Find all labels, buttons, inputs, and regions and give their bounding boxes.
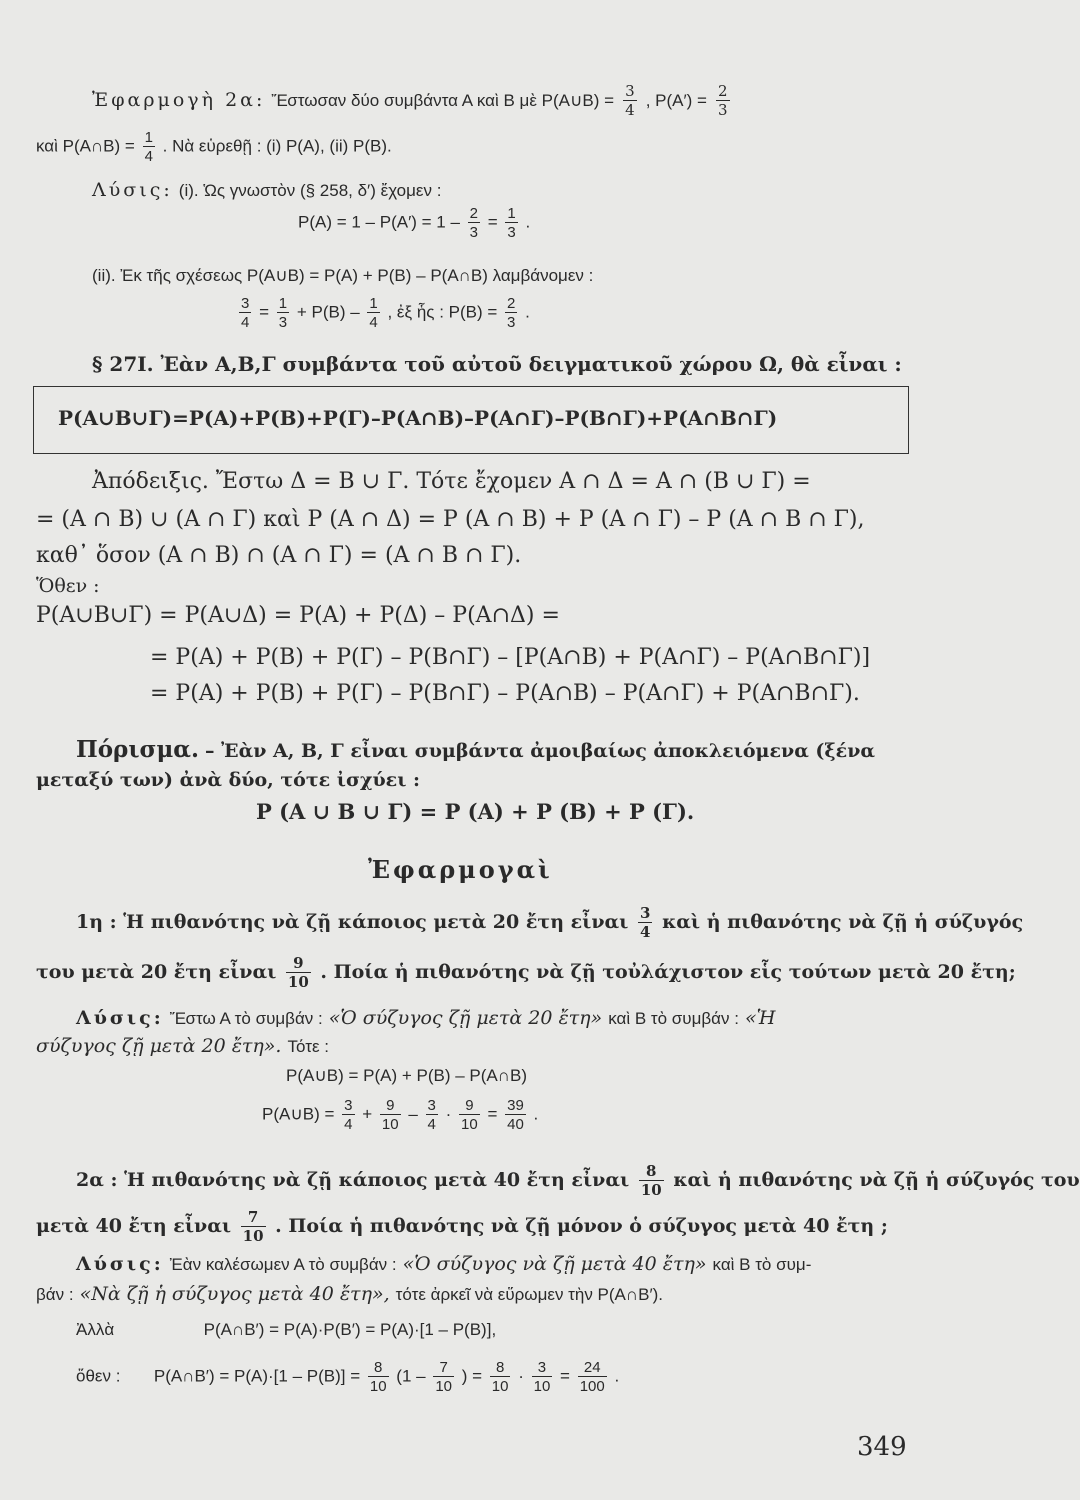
proof-line-3: καθ᾽ ὅσον (Α ∩ Β) ∩ (Α ∩ Γ) = (Α ∩ Β ∩ Γ). (36, 543, 522, 568)
proof-line-2: = (Α ∩ Β) ∪ (Α ∩ Γ) καὶ P (Α ∩ Δ) = P (Α ∩ Β) + P (Α ∩ Γ) – P (Α ∩ Β ∩ Γ), (36, 507, 865, 532)
proof-line-4: Ὅθεν : (36, 575, 100, 597)
proof-line-5: P(A∪B∪Γ) = P(A∪Δ) = P(A) + P(Δ) – P(A∩Δ) = (36, 603, 560, 628)
app1-solution-line2: σύζυγος ζῇ μετὰ 20 ἔτη». Τότε : (36, 1035, 329, 1057)
app1-eq2: P(A∪B) = $\frac{3}{4}$ + $\frac{9}{10}$ – $\frac{3}{4}$ · $\frac{9}{10}$ = $\frac{39}{40}$ . (262, 1097, 539, 1133)
app2a-line1: Ἐφαρμογὴ 2α: Ἔστωσαν δύο συμβάντα Α καὶ Β μὲ P(A∪B) = $\frac{3}{4}$ , P(A′) = $\frac{2}{3}$ (92, 82, 728, 119)
app2a-heading: Ἐφαρμογὴ 2α: (92, 89, 266, 111)
corollary-label: Πόρισμα. (76, 736, 199, 763)
applications-title: Ἐφαρμογαὶ (368, 855, 553, 884)
app1-line1: 1η : Ἡ πιθανότης νὰ ζῇ κάποιος μετὰ 20 ἔτη εἶναι $\frac{3}{4}$ καὶ ἡ πιθανότης νὰ ζῇ ἡ σύζυγός (76, 904, 1024, 941)
proof-line-7: = P(A) + P(B) + P(Γ) – P(B∩Γ) – P(A∩B) – P(A∩Γ) + P(A∩B∩Γ). (150, 681, 860, 706)
app2-solution-line1: Λύσις: Ἐὰν καλέσωμεν Α τὸ συμβάν : «Ὁ σύζυγος νὰ ζῇ μετὰ 40 ἔτη» καὶ Β τὸ συμ- (76, 1253, 812, 1275)
fraction: $\frac{2}{3}$ (718, 82, 728, 119)
app2a-eq1: P(A) = 1 – P(A′) = 1 – $\frac{2}{3}$ = $\frac{1}{3}$ . (298, 205, 531, 241)
app1-eq1: P(A∪B) = P(A) + P(B) – P(A∩B) (286, 1066, 527, 1085)
app2-alla-line: Ἀλλὰ P(A∩B′) = P(A)·P(B′) = P(A)·[1 – P(B)], (76, 1320, 497, 1339)
fraction: $\frac{3}{4}$ (625, 82, 635, 119)
app2a-solution-i: Λύσις: (i). Ὡς γνωστὸν (§ 258, δ′) ἔχομεν : (92, 179, 442, 201)
section-271-title: § 27Ι. Ἐὰν Α,Β,Γ συμβάντα τοῦ αὐτοῦ δειγματικοῦ χώρου Ω, θὰ εἶναι : (92, 352, 902, 376)
corollary-formula: P (A ∪ B ∪ Γ) = P (A) + P (B) + P (Γ). (256, 799, 695, 824)
app2-solution-line2: βάν : «Νὰ ζῇ ἡ σύζυγος μετὰ 40 ἔτη», τότε ἀρκεῖ νὰ εὕρωμεν τὴν P(A∩B′). (36, 1283, 664, 1305)
app2a-eq2: $\frac{3}{4}$ = $\frac{1}{3}$ + P(B) – $\frac{1}{4}$ , ἐξ ἧς : P(B) = $\frac{2}{3}$ . (241, 295, 530, 331)
app2-line2: μετὰ 40 ἔτη εἶναι $\frac{7}{10}$ . Ποία ἡ πιθανότης νὰ ζῇ μόνον ὁ σύζυγος μετὰ 40 ἔτη ; (36, 1208, 888, 1245)
proof-line-1: Ἀπόδειξις. Ἔστω Δ = Β ∪ Γ. Τότε ἔχομεν Α ∩ Δ = Α ∩ (Β ∪ Γ) = (92, 469, 811, 494)
corollary-line-2: μεταξύ των) ἀνὰ δύο, τότε ἰσχύει : (36, 769, 421, 791)
app1-line2: του μετὰ 20 ἔτη εἶναι $\frac{9}{10}$ . Ποία ἡ πιθανότης νὰ ζῇ τοὐλάχιστον εἷς τούτων μετὰ 20 ἔτη; (36, 954, 1016, 991)
app2a-line2: καὶ P(A∩B) = $\frac{1}{4}$ . Νὰ εὑρεθῇ : (i) P(A), (ii) P(B). (36, 129, 392, 165)
fraction: $\frac{1}{4}$ (144, 129, 153, 165)
app2-line1: 2α : Ἡ πιθανότης νὰ ζῇ κάποιος μετὰ 40 ἔτη εἶναι $\frac{8}{10}$ καὶ ἡ πιθανότης νὰ ζῇ ἡ σύζυγός του (76, 1162, 1080, 1199)
boxed-formula: P(A∪B∪Γ)=P(A)+P(B)+P(Γ)–P(A∩B)–P(A∩Γ)–P(B∩Γ)+P(A∩B∩Γ) (58, 406, 778, 430)
app2a-solution-ii: (ii). Ἐκ τῆς σχέσεως P(A∪B) = P(A) + P(B) – P(A∩B) λαμβάνομεν : (92, 266, 594, 285)
proof-line-6: = P(A) + P(B) + P(Γ) – P(B∩Γ) – [P(A∩B) + P(A∩Γ) – P(A∩B∩Γ)] (150, 645, 871, 670)
page-number: 349 (857, 1432, 907, 1462)
app2-eq2: ὅθεν : P(A∩B′) = P(A)·[1 – P(B)] = $\frac{8}{10}$ (1 – $\frac{7}{10}$ ) = $\frac{8}{10}$ · $\frac{3}{10}$ = $\frac{24}{100}$ . (76, 1359, 620, 1395)
corollary-line-1: Πόρισμα. – Ἐὰν Α, Β, Γ εἶναι συμβάντα ἀμοιβαίως ἀποκλειόμενα (ξένα (76, 736, 876, 763)
app1-solution-line1: Λύσις: Ἔστω Α τὸ συμβάν : «Ὁ σύζυγος ζῇ μετὰ 20 ἔτη» καὶ Β τὸ συμβάν : «Ἡ (76, 1007, 776, 1029)
